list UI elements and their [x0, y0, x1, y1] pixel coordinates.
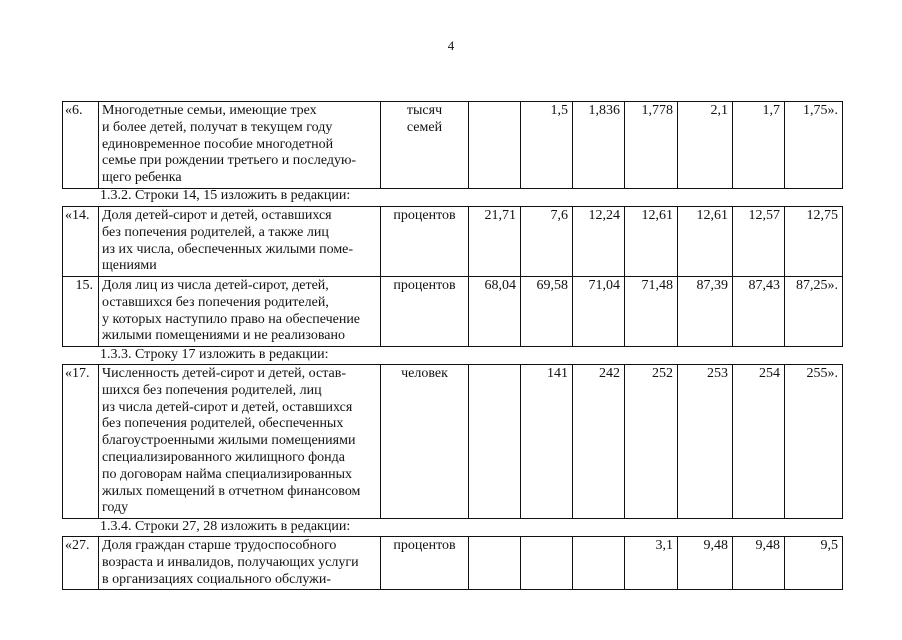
value-cell: 1,5: [521, 102, 573, 189]
value-cell: 71,48: [625, 277, 678, 347]
value-cell: 12,57: [733, 207, 785, 277]
row-unit: человек: [381, 365, 469, 519]
value-cell: 12,75: [785, 207, 843, 277]
table-row: [63, 277, 843, 347]
value-cell: 12,61: [625, 207, 678, 277]
value-cell: 254: [733, 365, 785, 519]
table-block-6: [62, 101, 843, 189]
row-number: «27.: [63, 537, 99, 590]
value-cell: 255».: [785, 365, 843, 519]
row-number: «6.: [63, 102, 99, 189]
row-unit: процентов: [381, 277, 469, 347]
value-cell: 87,43: [733, 277, 785, 347]
row-number: «17.: [63, 365, 99, 519]
value-cell: 1,7: [733, 102, 785, 189]
value-cell: 9,48: [678, 537, 733, 590]
value-cell: [573, 537, 625, 590]
value-cell: 1,836: [573, 102, 625, 189]
value-cell: 71,04: [573, 277, 625, 347]
value-cell: [469, 537, 521, 590]
row-name: Доля детей-сирот и детей, оставшихся без попечения родителей, а также лиц из их числа, обеспеченных жилыми поме- щениями: [99, 207, 381, 277]
edit-note: 1.3.3. Строку 17 изложить в редакции:: [100, 347, 329, 362]
row-unit: тысяч семей: [381, 102, 469, 189]
value-cell: 141: [521, 365, 573, 519]
value-cell: [469, 365, 521, 519]
edit-note: 1.3.4. Строки 27, 28 изложить в редакции:: [100, 519, 351, 534]
row-number: 15.: [63, 277, 99, 347]
value-cell: 9,5: [785, 537, 843, 590]
value-cell: 68,04: [469, 277, 521, 347]
row-name: Многодетные семьи, имеющие трех и более детей, получат в текущем году единовременное пособие многодетной семье при рождении третьего и последую- щего ребенка: [99, 102, 381, 189]
table-row: [63, 365, 843, 519]
value-cell: 1,778: [625, 102, 678, 189]
table-row: [63, 102, 843, 189]
table-row: [63, 537, 843, 590]
table-block-27: [62, 536, 843, 590]
value-cell: 1,75».: [785, 102, 843, 189]
value-cell: [469, 102, 521, 189]
edit-note: 1.3.2. Строки 14, 15 изложить в редакции:: [100, 188, 351, 203]
page-number: 4: [447, 38, 455, 53]
row-unit: процентов: [381, 207, 469, 277]
row-name: Доля лиц из числа детей-сирот, детей, оставшихся без попечения родителей, у которых наступило право на обеспечение жилыми помещениями и не реализовано: [99, 277, 381, 347]
value-cell: 253: [678, 365, 733, 519]
value-cell: 12,61: [678, 207, 733, 277]
row-unit: процентов: [381, 537, 469, 590]
table-block-17: [62, 364, 843, 519]
value-cell: 2,1: [678, 102, 733, 189]
row-number: «14.: [63, 207, 99, 277]
value-cell: 87,39: [678, 277, 733, 347]
row-name: Доля граждан старше трудоспособного возраста и инвалидов, получающих услуги в организациях социального обслужи-: [99, 537, 381, 590]
value-cell: 87,25».: [785, 277, 843, 347]
table-block-14-15: [62, 206, 843, 347]
value-cell: 242: [573, 365, 625, 519]
value-cell: 252: [625, 365, 678, 519]
value-cell: 7,6: [521, 207, 573, 277]
value-cell: 3,1: [625, 537, 678, 590]
row-name: Численность детей-сирот и детей, остав- шихся без попечения родителей, лиц из числа детей-сирот и детей, оставшихся без попечения родителей, обеспеченных благоустроенными жилыми помещениями специализированного жилищного фонда по договорам найма специализированных жилых помещений в отчетном финансовом году: [99, 365, 381, 519]
value-cell: [521, 537, 573, 590]
value-cell: 9,48: [733, 537, 785, 590]
value-cell: 21,71: [469, 207, 521, 277]
table-row: [63, 207, 843, 277]
value-cell: 12,24: [573, 207, 625, 277]
value-cell: 69,58: [521, 277, 573, 347]
